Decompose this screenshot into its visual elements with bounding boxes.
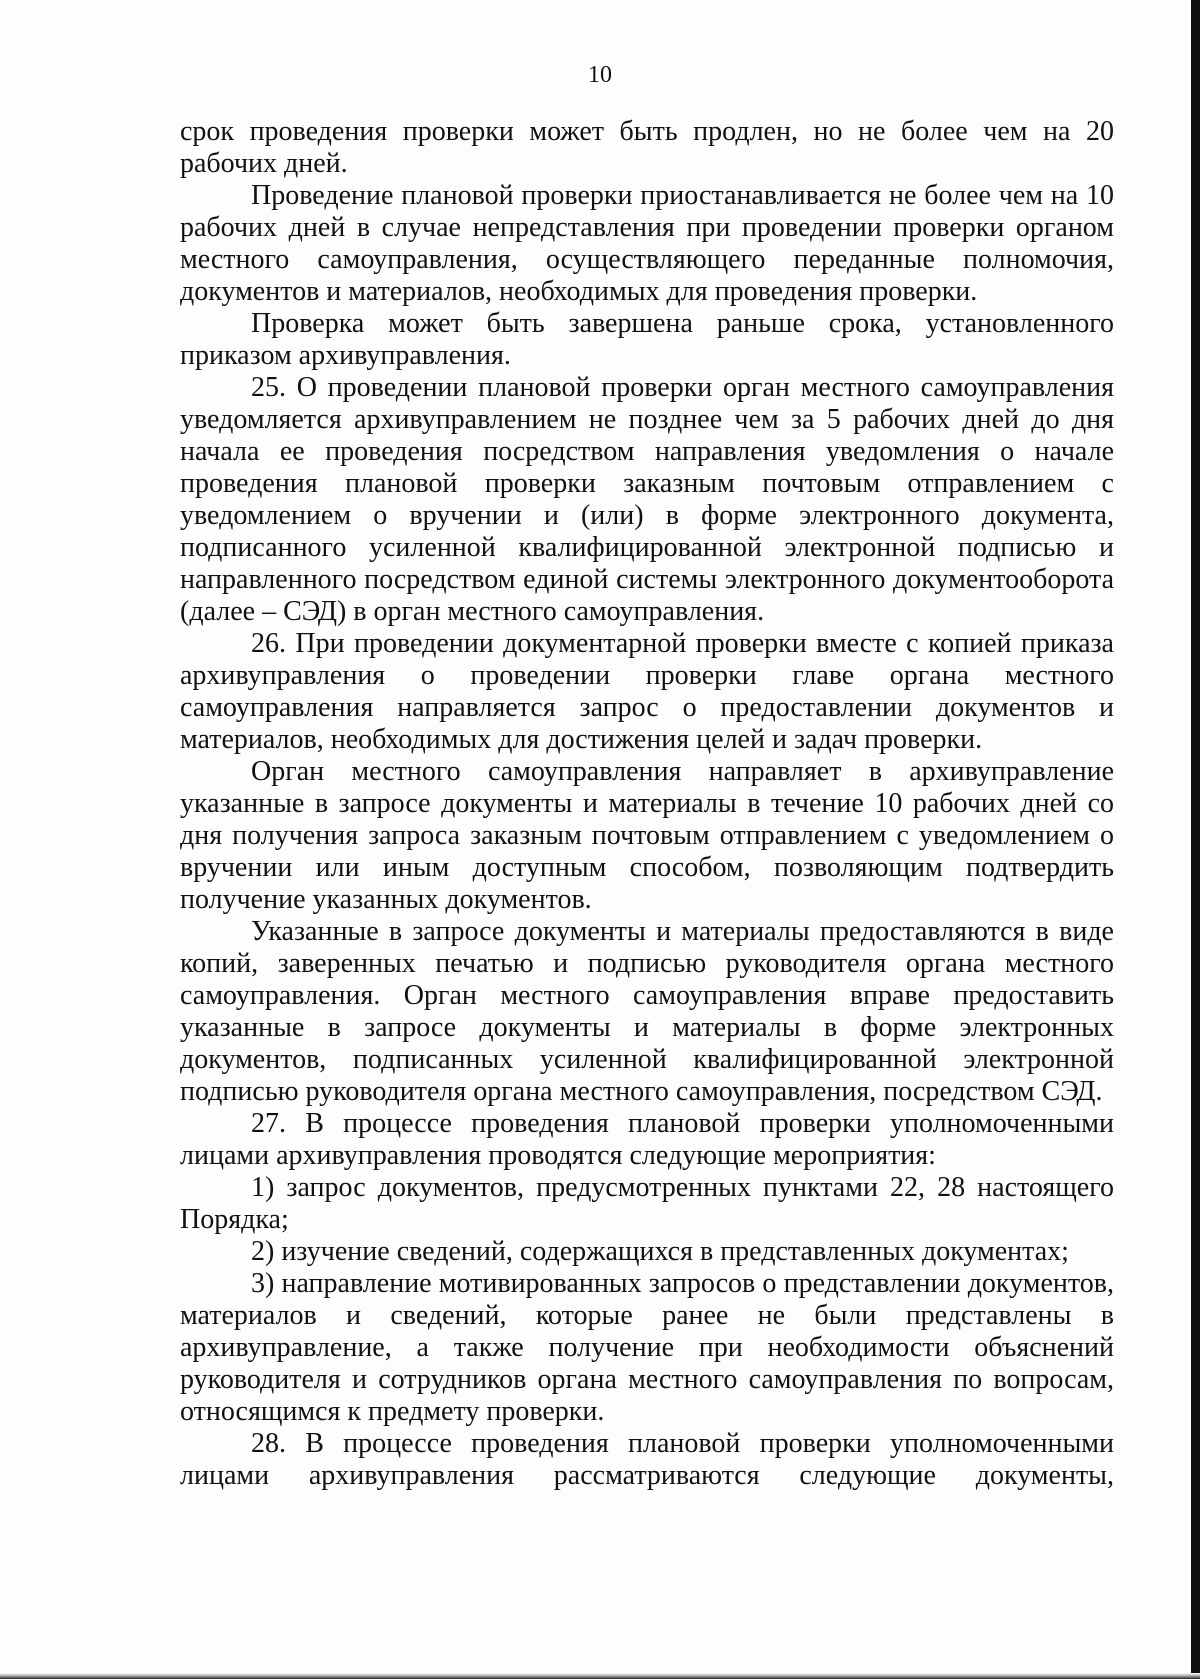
document-body (180, 116, 1114, 1492)
paragraph: срок проведения проверки может быть продлен, но не более чем на 20 рабочих дней. (180, 116, 1114, 179)
paragraph-item-27: 27. В процессе проведения плановой проверки уполномоченными лицами архивуправления проводятся следующие мероприятия: (180, 1108, 1114, 1171)
paragraph: Проверка может быть завершена раньше срока, установленного приказом архивуправления. (180, 308, 1114, 371)
list-item-1: 1) запрос документов, предусмотренных пунктами 22, 28 настоящего Порядка; (180, 1172, 1114, 1235)
list-item-3: 3) направление мотивированных запросов о представлении документов, материалов и сведений, которые ранее не были представлены в архивуправление, а также получение при необходимости объяснений руководителя и сотрудников органа местного самоуправления по вопросам, относящимся к предмету проверки. (180, 1268, 1114, 1427)
scan-edge-right (1191, 0, 1200, 1679)
list-item-2: 2) изучение сведений, содержащихся в представленных документах; (251, 1236, 1069, 1267)
paragraph: Проведение плановой проверки приостанавливается не более чем на 10 рабочих дней в случае непредставления при проведении проверки органом местного самоуправления, осуществляющего переданные полномочия, документов и материалов, необходимых для проведения проверки. (180, 180, 1114, 307)
page-number: 10 (588, 62, 612, 88)
scan-edge-bottom (0, 1673, 1200, 1679)
paragraph-item-25: 25. О проведении плановой проверки орган местного самоуправления уведомляется архивуправлением не позднее чем за 5 рабочих дней до дня начала ее проведения посредством направления уведомления о начале проведения плановой проверки заказным почтовым отправлением с уведомлением о вручении и (или) в форме электронного документа, подписанного усиленной квалифицированной электронной подписью и направленного посредством единой системы электронного документооборота (далее – СЭД) в орган местного самоуправления. (180, 372, 1114, 627)
paragraph: Указанные в запросе документы и материалы предоставляются в виде копий, заверенных печатью и подписью руководителя органа местного самоуправления. Орган местного самоуправления вправе предоставить указанные в запросе документы и материалы в форме электронных документов, подписанных усиленной квалифицированной электронной подписью руководителя органа местного самоуправления, посредством СЭД. (180, 916, 1114, 1107)
paragraph-item-26: 26. При проведении документарной проверки вместе с копией приказа архивуправления о проведении проверки главе органа местного самоуправления направляется запрос о предоставлении документов и материалов, необходимых для достижения целей и задач проверки. (180, 628, 1114, 755)
paragraph-item-28: 28. В процессе проведения плановой проверки уполномоченными лицами архивуправления рассматриваются следующие документы, (180, 1428, 1114, 1491)
paragraph: Орган местного самоуправления направляет в архивуправление указанные в запросе документы и материалы в течение 10 рабочих дней со дня получения запроса заказным почтовым отправлением с уведомлением о вручении или иным доступным способом, позволяющим подтвердить получение указанных документов. (180, 756, 1114, 915)
